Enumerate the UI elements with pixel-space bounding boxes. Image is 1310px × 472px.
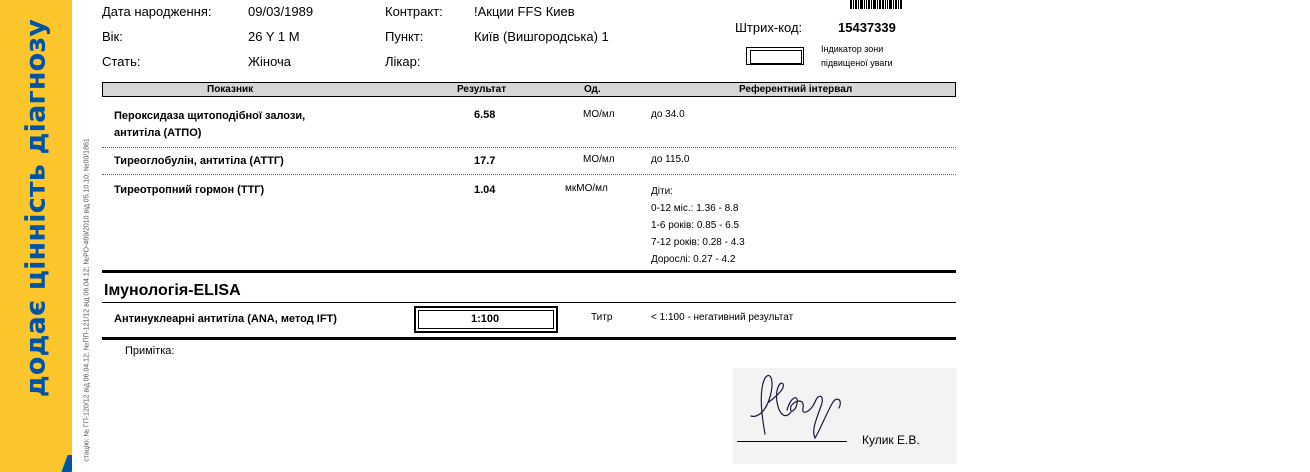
barcode-number: 15437339 [838,20,896,35]
row1-result: 6.58 [474,109,496,121]
row3-name: Тиреотропний гормон (ТТГ) [114,184,265,196]
license-reference: стацію: № ГП-120/12 від 06.04.12; №ПП-121/12 від 06.04.12; №РО-469/2010 від 05.10.10; №00/1861 [83,138,91,462]
indicator-label-line2: підвищеної уваги [821,58,893,68]
ana-unit: Титр [591,312,613,323]
side-tagline: додає цінність діагнозу [20,18,52,398]
row1-name-line1: Пероксидаза щитоподібної залози, [114,110,306,122]
row2-reference: до 115.0 [651,154,690,165]
table-header [102,82,956,97]
sex-label: Стать: [102,54,141,69]
point-value: Київ (Вишгородська) 1 [474,29,609,44]
row2-name: Тиреоглобулін, антитіла (АТТГ) [114,155,284,167]
doctor-label: Лікар: [385,54,421,69]
header-result: Результат [457,84,507,95]
row3-reference-line: 0-12 міс.: 1.36 - 8.8 [651,203,739,214]
row3-reference-line: Дорослі: 0.27 - 4.2 [651,254,736,265]
row3-reference-line: 7-12 років: 0.28 - 4.3 [651,237,745,248]
ana-name: Антинуклеарні антитіла (ANA, метод IFT) [114,313,337,325]
note-label: Примітка: [125,345,175,357]
handwritten-signature [735,372,865,444]
birth-value: 09/03/1989 [248,4,314,19]
side-banner [0,0,72,472]
birth-label: Дата народження: [102,4,212,19]
row1-name-line2: антитіла (АТПО) [114,127,202,139]
section-bottom-rule [102,337,956,340]
section-title: Імунологія-ELISA [104,282,241,299]
point-label: Пункт: [385,29,424,44]
section-divider [102,270,956,273]
side-corner-shape [60,455,72,472]
row3-result: 1.04 [474,184,496,196]
age-label: Вік: [102,29,123,44]
header-reference: Референтний інтервал [739,84,853,95]
row3-unit: мкМО/мл [565,183,608,194]
signature-line [737,441,847,442]
contract-value: !Акции FFS Киев [474,4,575,19]
row3-reference-line: Діти: [651,186,673,197]
row1-reference: до 34.0 [651,109,685,120]
header-unit: Од. [584,84,601,95]
row2-unit: МО/мл [583,154,615,165]
age-value: 26 Y 1 M [248,29,300,44]
indicator-label-line1: Індикатор зони [821,44,884,54]
row-separator [102,147,956,148]
indicator-box-icon [746,47,804,65]
ana-reference: < 1:100 - негативний результат [651,312,794,323]
row1-unit: МО/мл [583,109,615,120]
row2-result: 17.7 [474,155,496,167]
header-indicator: Показник [207,84,254,95]
section-title-rule [102,302,956,303]
barcode-label: Штрих-код: [735,20,803,35]
barcode-graphic [850,0,910,9]
row-separator [102,174,956,175]
row3-reference-line: 1-6 років: 0.85 - 6.5 [651,220,740,231]
sex-value: Жіноча [248,54,292,69]
ana-result: 1:100 [471,313,500,325]
contract-label: Контракт: [385,4,443,19]
signer-name: Кулик Е.В. [862,433,920,447]
